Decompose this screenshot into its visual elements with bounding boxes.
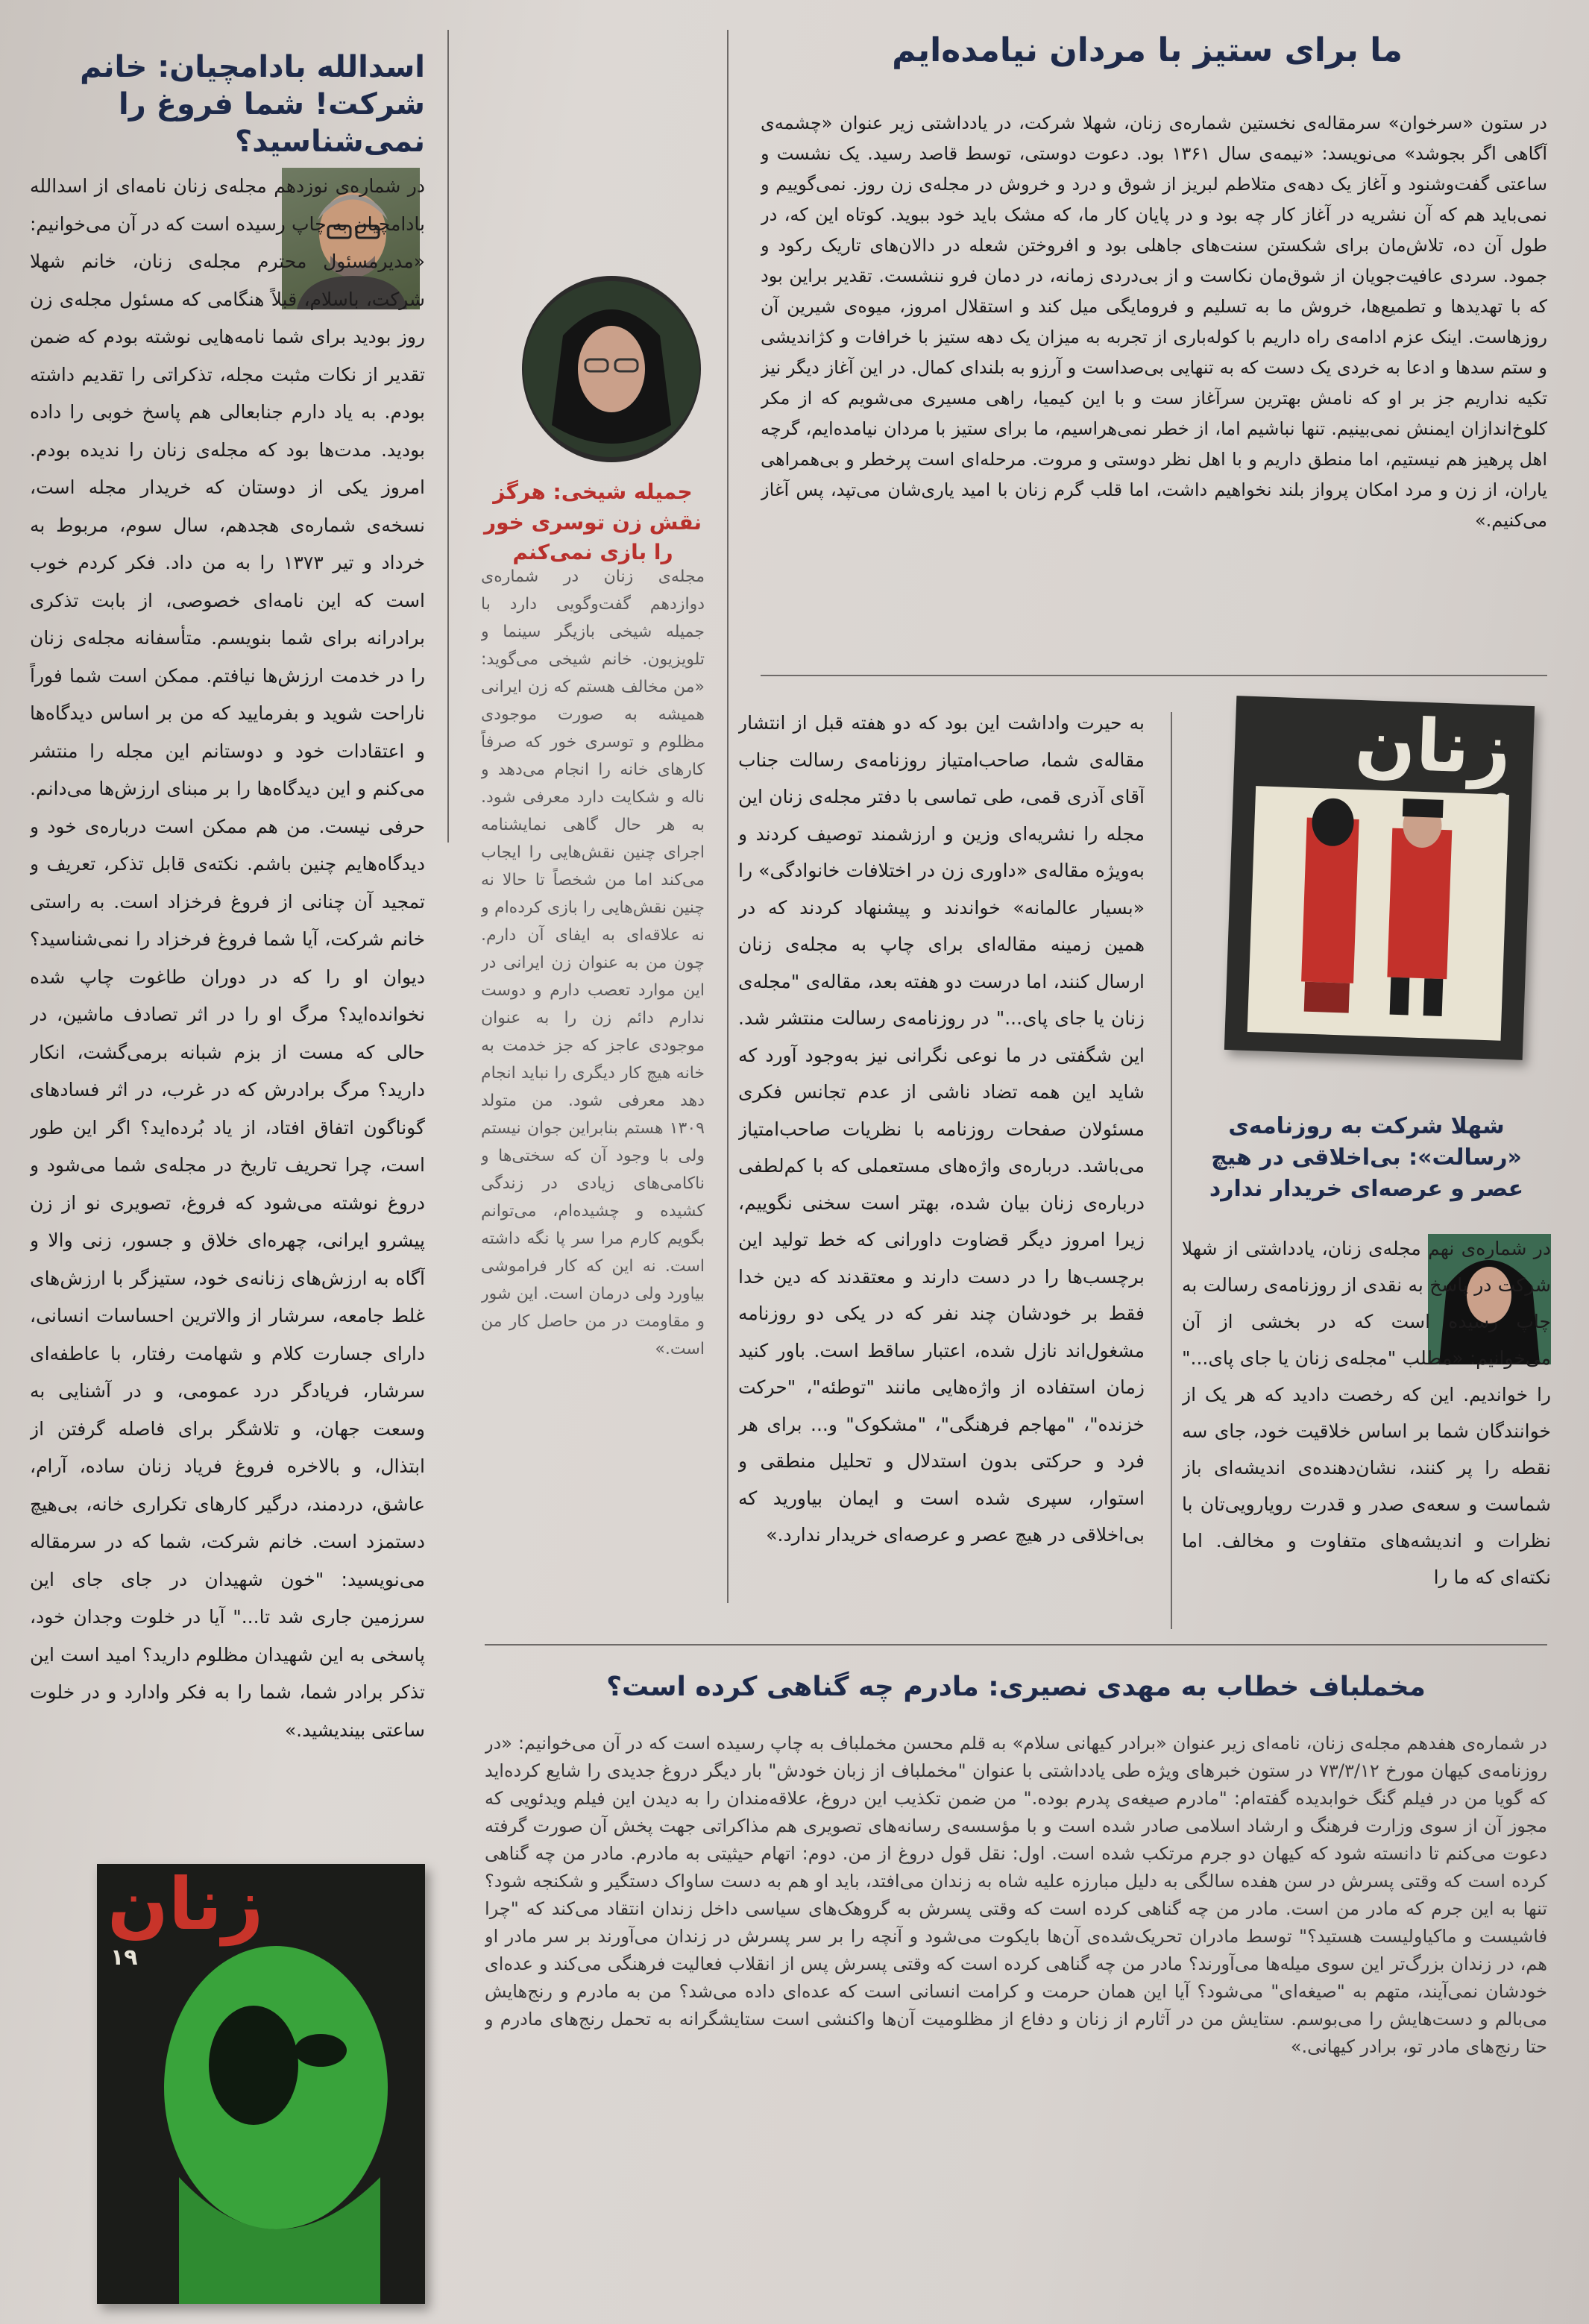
main-article-title: ما برای ستیز با مردان نیامده‌ایم — [892, 31, 1403, 69]
portrait-woman-icon — [522, 276, 701, 462]
cover-19-number: ۱۹ — [110, 1944, 138, 1971]
divider-mid2 — [1171, 712, 1172, 1629]
main-article-body: در ستون «سرخوان» سرمقاله‌ی نخستین شماره‌ی زنان، شهلا شرکت، در یادداشتی زیر عنوان «چشمه‌ی آگاهی اگر بجوشد» می‌نویسد: «نیمه‌ی سال ۱۳۶۱ بود. دعوت دوستی، توسط قاصد رسید. یک نشست و ساعتی گفت‌وشنود و آغاز یک دهه‌ی متلاطم لبریز از شوق و درد و خروش در مجله‌ی زن روز. نمی‌گوییم و نمی‌باید هم که آن نشریه در آغاز کار چه بود و در پایان کار ما، که مشک باید خود ببوید. کوتاه این که، در طول آن ده، تلاش‌مان برای شکستن سنت‌های جاهلی بود و افروختن شعله در دالان‌های تاریک رکود و جمود. سردی عافیت‌جویان از شوق‌مان نکاست و از بی‌دردی زمانه، در دمان فرو ننشست. تقدیر براین بود که با تهدیدها و تطمیع‌ها، خروش ما به تسلیم و فرومایگی میل کند و استقلال امروز، میوه‌ی شیرین آن روزهاست. اینک عزم ادامه‌ی راه داریم با کوله‌باری از تجربه به میزان یک دهه ستیز با خرافات و کژاندیشی و ستم سدها و ادعا به خردی یک دست که به تنهایی بی‌صداست و آرزو به بلندای کمال. در این آغاز دیگر نیز تکیه نداریم جز بر او که نامش بهترین سرآغاز ست و با این کیمیا، راهی مسیری می‌شویم که از مکر کلوخ‌اندازان ایمنش نمی‌بینیم. تنها نباشیم اما، از خطر نمی‌هراسیم، ما برای ستیز با مردان نیامده‌ایم، گرچه اهل پرهیز هم نیستیم، اما منطق داریم و با اهل نظر دوستی و مروت. مرحله‌ای است پرخطر و بی‌همراهی یاران، از زن و مرد امکان پرواز بلند نخواهیم داشت، اما قلب گرم زنان با امید یاری‌شان می‌تپد، پس آغاز می‌کنیم.» — [761, 113, 1547, 531]
resalat-body: در شماره‌ی نهم مجله‌ی زنان، یادداشتی از شهلا شرکت در پاسخ به نقدی از روزنامه‌ی رسالت به چاپ رسیده است که در بخشی از آن می‌خوانیم: «مطلب "مجله‌ی زنان یا جای پای..." را خواندیم. این که رخصت دادید که هر یک از خوانندگان شما بر اساس خلاقیت خود، جای سه نقطه را پر کنند، نشان‌دهنده‌ی اندیشه‌ای باز شماست و سعه‌ی صدر و قدرت رویارویی‌تان با نظرات و اندیشه‌های متفاوت و مخالف. اما نکته‌ای که ما را — [1182, 1238, 1551, 1588]
badamchian-body: در شماره‌ی نوزدهم مجله‌ی زنان نامه‌ای از اسدالله بادامچیان به چاپ رسیده است که در آن می‌خوانیم: «مدیرمسئول محترم مجله‌ی زنان، خانم شهلا شرکت، باسلام، قبلاً هنگامی که مسئول مجله‌ی زن روز بودید برای شما نامه‌هایی نوشته بودم که ضمن تقدیر از نکات مثبت مجله، تذکراتی را تقدیم داشته بودم. به یاد دارم جنابعالی هم پاسخ خوبی را داده بودید. مدت‌ها بود که مجله‌ی زنان را ندیده بودم. امروز یکی از دوستان که خریدار مجله است، نسخه‌ی شماره‌ی هجدهم، سال سوم، مربوط به خرداد و تیر ۱۳۷۳ را به من داد. فکر کردم خوب است که این نامه‌ای خصوصی، از بابت تذکری برادرانه برای شما بنویسم. متأسفانه مجله‌ی زنان را در خدمت ارزش‌ها نیافتم. ممکن است شما فوراً ناراحت شوید و بفرمایید که من بر اساس دیدگاه‌ها و اعتقادات خود و دوستانم این مجله را منتشر می‌کنم و این دیدگاه‌ها را بر مبنای ارزش‌ها می‌دانم. حرفی نیست. من هم ممکن است درباره‌ی خود و دیدگاه‌هایم چنین باشم. نکته‌ی قابل تذکر، تعریف و تمجید آن چنانی از فروغ فرخزاد است. به راستی خانم شرکت، آیا شما فروغ فرخزاد را نمی‌شناسید؟ دیوان او را که در دوران طاغوت چاپ شده نخوانده‌اید؟ مرگ او را در اثر تصادف ماشین، در حالی که مست از بزم شبانه برمی‌گشت، انکار دارید؟ مرگ برادرش که در غرب، در اثر فسادهای گوناگون اتفاق افتاد، از یاد بُرده‌اید؟ اگر این طور است، چرا تحریف تاریخ در مجله‌ی شما می‌شود و دروغ نوشته می‌شود که فروغ، تصویری نو از زن پیشرو ایرانی، چهره‌ای خلاق و جسور، زنی والا و آگاه به ارزش‌های زنانه‌ی خود، ستیزگر با ارزش‌های غلط جامعه، سرشار از والاترین احساسات انسانی، دارای جسارت کلام و شهامت رفتار، با عاطفه‌ای سرشار، فریادگر درد عمومی، و در آشنایی به وسعت جهان، و تلاشگر برای فاصله گرفتن از ابتذال، و بالاخره فروغ فریاد زنان ساده، آرام، عاشق، دردمند، درگیر کارهای تکراری خانه، بی‌هیچ دستمزد است. خانم شرکت، شما که در سرمقاله می‌نویسید: "خون شهیدان در جای جای این سرزمین جاری شد تا..." آیا در خلوت وجدان خود، پاسخی به این شهیدان مظلوم دارید؟ امید است این تذکر برادر شما، شما را به فکر وادارد و در خلوت ساعتی بیندیشید.» — [30, 175, 425, 1741]
makhmalbaf-body: در شماره‌ی هفدهم مجله‌ی زنان، نامه‌ای زیر عنوان «برادر کیهانی سلام» به قلم محسن مخملباف به چاپ رسیده است که در آن می‌خوانیم: «در روزنامه‌ی کیهان مورخ ۷۳/۳/۱۲ در ستون خبرهای ویژه طی یادداشتی با عنوان "مخملباف از زبان خودش" بار دیگر دروغ جدیدی را شایع کرده‌اید که گویا من در فیلم گنگ خوابدیده گفته‌ام: "مادرم صیغه‌ی پدرم بوده." من ضمن تکذیب این دروغ، علاقه‌مندان را به دیدن این فیلم ویدئویی که مجوز آن از سوی وزارت فرهنگ و ارشاد اسلامی صادر شده است و با مؤسسه‌ی رسانه‌های تصویری هم مذاکراتی جهت پخش آن صورت گرفته دعوت می‌کنم تا دانسته شود که کیهان دو جرم مرتکب شده است. اول: نقل قول دروغ از من. دوم: اتهام حیثیتی به مادرم. مادر من چه گناهی کرده است که وقتی پسرش در سن هفده سالگی به دلیل مبارزه علیه شاه به زندان می‌افتد، باید او هم به دست ساواک دستگیر و شکنجه شود؟ تنها به این جرم که مادر من است. مادر من چه گناهی کرده است که وقتی پسرش به گروهک‌های سیاسی داخل زندان انتقاد می‌کند که "چرا فاشیست و ماکیاولیست هستید؟" توسط مادران تحریک‌شده‌ی آن‌ها بایکوت می‌شود و آنچه را بر سر پسرش در زندان می‌آورند بر سر مادر او هم، در زندان بزرگ‌تر این سوی میله‌ها می‌آورند؟ مادر من چه گناهی کرده است که وقتی پسرش پس از انقلاب فعالیت فرهنگی می‌کند و عده‌ای خودشان نمی‌آیند، متهم به "صیغه‌ای" می‌شود؟ آیا این همان حرمت و کرامت انسانی است که عده‌ای داده می‌شد؟ من به مادرم و رنج‌هایش می‌بالم و دست‌هایش را می‌بوسم. ستایش من در آثارم از زنان و دفاع از مظلومیت آن‌ها واکنشی است ستایشگرانه به تحمل رنج‌های مادرم و حتا رنج‌های مادر تو، برادر کیهانی.» — [485, 1733, 1547, 2057]
magazine-cover-9 — [1224, 696, 1535, 1060]
magazine-cover-19 — [97, 1864, 425, 2304]
sheikhi-photo — [522, 276, 701, 462]
cover-19-title: زنان — [107, 1864, 264, 1946]
cover-9-number: ۹ — [1494, 787, 1510, 813]
divider-mid — [727, 30, 729, 1603]
divider-bottom — [485, 1644, 1547, 1646]
amiri-body: به حیرت واداشت این بود که دو هفته قبل از انتشار مقاله‌ی شما، صاحب‌امتیاز روزنامه‌ی رسالت جناب آقای آذری قمی، طی تماسی با دفتر مجله‌ی زنان این مجله را نشریه‌ای وزین و ارزشمند توصیف کردند و به‌ویژه مقاله‌ی «داوری زن در اختلافات خانوادگی» را «بسیار عالمانه» خواندند و پیشنهاد کردند که در همین زمینه مقاله‌ای برای چاپ به مجله‌ی زنان ارسال کنند، اما درست دو هفته بعد، مقاله‌ی "مجله‌ی زنان یا جای پای..." در روزنامه‌ی رسالت منتشر شد. این شگفتی در ما نوعی نگرانی نیز به‌وجود آورد که شاید این همه تضاد ناشی از عدم تجانس فکری مسئولان صفحات روزنامه با نظریات صاحب‌امتیاز می‌باشد. درباره‌ی واژه‌های مستعملی که با کم‌لطفی درباره‌ی زنان بیان شده، بهتر است سخنی نگوییم، زیرا امروز دیگر قضاوت داورانی که خط تولید این برچسب‌ها را در دست دارند و معتقدند که دین خدا فقط بر خودشان چند نفر که در یکی دو روزنامه مشغول‌اند نازل شده، اعتبار ساقط است. باور کنید زمان استفاده از واژه‌هایی مانند "توطئه"، "حرکت خزنده"، "مهاجم فرهنگی"، "مشکوک" و... برای هر فرد و حرکتی بدون استدلال و تحلیل منطقی و استوار، سپری شده است و ایمان بیاورید که بی‌اخلاقی در هیچ عصر و عرصه‌ای خریدار ندارد.» — [738, 712, 1145, 1546]
sheikhi-body: مجله‌ی زنان در شماره‌ی دوازدهم گفت‌وگویی دارد با جمیله شیخی بازیگر سینما و تلویزیون. خانم شیخی می‌گوید: «من مخالف هستم که زن ایرانی همیشه به صورت موجودی مظلوم و توسری خور که صرفاً کارهای خانه را انجام می‌دهد و ناله و شکایت دارد معرفی شود. به هر حال گاهی نمایشنامه اجرای چنین نقش‌هایی را ایجاب می‌کند اما من شخصاً تا حالا نه چنین نقش‌هایی را بازی کرده‌ام و نه علاقه‌ای به ایفای آن دارم. چون من به عنوان زن ایرانی در این موارد تعصب دارم و دوست ندارم دائم زن را به عنوان موجودی عاجز که جز خدمت به خانه هیچ کار دیگری را نباید انجام دهد معرفی شود. من متولد ۱۳۰۹ هستم بنابراین جوان نیستم ولی با وجود آن که سختی‌ها و ناکامی‌های زیادی در زندگی کشیده و چشیده‌ام، می‌توانم بگویم کارم مرا سر پا نگه داشته است. نه این که کار فراموشی بیاورد ولی درمان است. این شور و مقاومت در من حاصل کار من است.» — [481, 567, 705, 1358]
badamchian-title: اسدالله بادامچیان: خانم شرکت! شما فروغ را نمی‌شناسید؟ — [80, 50, 425, 159]
divider-left — [447, 30, 449, 843]
divider-main — [761, 675, 1547, 676]
makhmalbaf-title: مخملباف خطاب به مهدی نصیری: مادرم چه گناهی کرده است؟ — [606, 1672, 1426, 1702]
cover-9-title: زنان — [1353, 701, 1513, 791]
sheikhi-title: جمیله شیخی: هرگز نقش زن توسری خور را بازی نمی‌کنم — [483, 479, 702, 565]
resalat-title: شهلا شرکت به روزنامه‌ی «رسالت»: بی‌اخلاقی در هیچ عصر و عرصه‌ای خریدار ندارد — [1209, 1113, 1524, 1202]
